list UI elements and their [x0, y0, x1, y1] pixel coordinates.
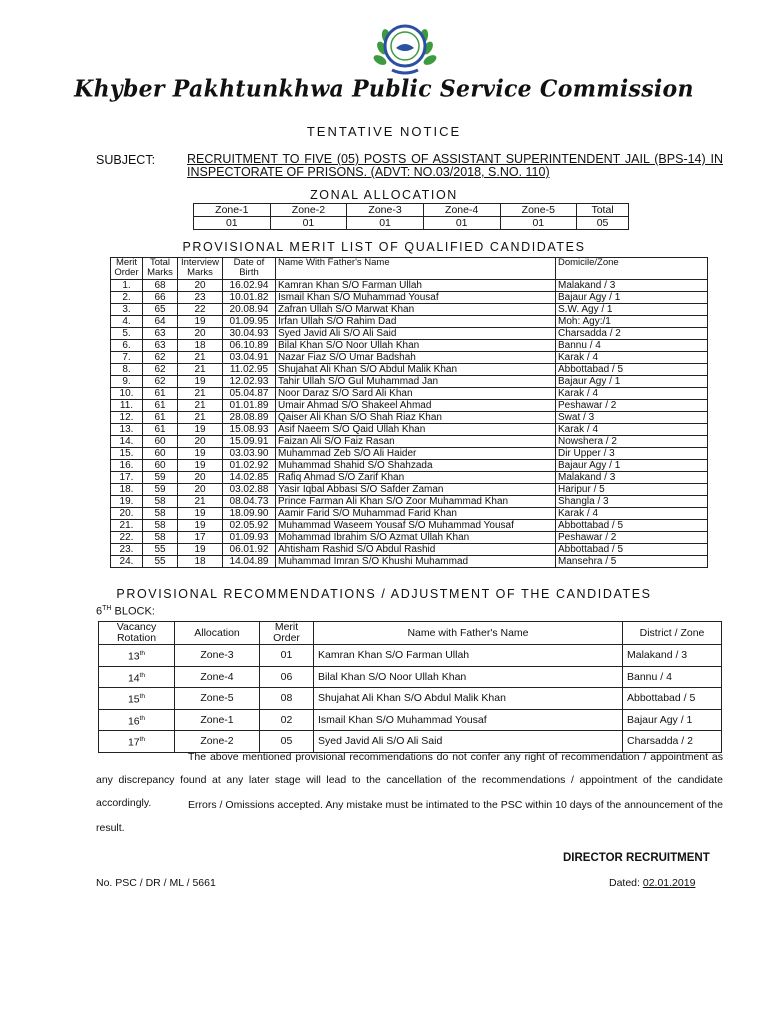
- zonal-value-cell: 01: [500, 217, 577, 230]
- merit-cell: 17.: [111, 472, 143, 484]
- merit-cell: 5.: [111, 328, 143, 340]
- merit-cell: 20: [178, 280, 223, 292]
- rec-name-cell: Syed Javid Ali S/O Ali Said: [314, 731, 623, 753]
- merit-cell: 59: [143, 484, 178, 496]
- block-suffix: TH: [102, 605, 112, 612]
- rotation-suffix: th: [139, 650, 146, 657]
- merit-cell: 20: [178, 472, 223, 484]
- recommendations-table: [98, 621, 722, 753]
- merit-cell: 19: [178, 544, 223, 556]
- rec-row: [99, 645, 722, 667]
- merit-row: [111, 376, 708, 388]
- merit-cell: 62: [143, 376, 178, 388]
- merit-cell: 15.: [111, 448, 143, 460]
- merit-header-cell: Merit Order: [111, 258, 143, 280]
- vacancy-rotation-cell: [99, 688, 175, 710]
- merit-cell: Shangla / 3: [556, 496, 708, 508]
- psc-logo: [372, 18, 438, 78]
- rotation-suffix: th: [139, 714, 146, 722]
- rec-header-cell: Allocation: [175, 622, 260, 645]
- merit-header-cell: Date of Birth: [223, 258, 276, 280]
- merit-cell: 55: [143, 544, 178, 556]
- merit-cell: 02.05.92: [223, 520, 276, 532]
- merit-cell: Bilal Khan S/O Noor Ullah Khan: [276, 340, 556, 352]
- merit-cell: 66: [143, 292, 178, 304]
- rec-header-cell: Vacancy Rotation: [99, 622, 175, 645]
- merit-row: [111, 520, 708, 532]
- merit-list-table: [110, 257, 708, 568]
- rec-merit-cell: 05: [260, 731, 314, 753]
- rec-allocation-cell: Zone-3: [175, 645, 260, 667]
- merit-cell: Faizan Ali S/O Faiz Rasan: [276, 436, 556, 448]
- errors-paragraph: Errors / Omissions accepted. Any mistake must be intimated to the PSC within 10 days of the announcement of the result.: [96, 799, 723, 834]
- rec-allocation-cell: Zone-1: [175, 709, 260, 731]
- merit-list-title: PROVISIONAL MERIT LIST OF QUALIFIED CANDIDATES: [182, 240, 586, 254]
- rec-allocation-cell: Zone-5: [175, 688, 260, 710]
- zonal-allocation-table: [193, 203, 629, 230]
- merit-cell: 11.02.95: [223, 364, 276, 376]
- merit-cell: 19: [178, 508, 223, 520]
- rec-merit-cell: 06: [260, 666, 314, 688]
- merit-cell: 63: [143, 328, 178, 340]
- rec-header-row: [99, 622, 722, 645]
- merit-cell: 18.: [111, 484, 143, 496]
- merit-cell: Karak / 4: [556, 352, 708, 364]
- merit-cell: 10.01.82: [223, 292, 276, 304]
- merit-cell: 14.04.89: [223, 556, 276, 568]
- merit-row: [111, 496, 708, 508]
- merit-cell: Syed Javid Ali S/O Ali Said: [276, 328, 556, 340]
- merit-cell: Malakand / 3: [556, 280, 708, 292]
- merit-cell: 18: [178, 340, 223, 352]
- merit-cell: Kamran Khan S/O Farman Ullah: [276, 280, 556, 292]
- merit-cell: 61: [143, 424, 178, 436]
- merit-cell: 21: [178, 352, 223, 364]
- zonal-value-cell: 01: [270, 217, 347, 230]
- rotation-number: 13: [127, 650, 140, 663]
- merit-cell: 1.: [111, 280, 143, 292]
- merit-cell: 61: [143, 388, 178, 400]
- merit-cell: Noor Daraz S/O Sard Ali Khan: [276, 388, 556, 400]
- rotation-suffix: th: [139, 671, 146, 679]
- merit-cell: Asif Naeem S/O Qaid Ullah Khan: [276, 424, 556, 436]
- merit-cell: 20: [178, 328, 223, 340]
- merit-cell: 58: [143, 532, 178, 544]
- merit-cell: 63: [143, 340, 178, 352]
- director-signature: DIRECTOR RECRUITMENT: [563, 852, 710, 864]
- zonal-header-cell: Zone-2: [270, 204, 347, 217]
- rotation-number: 17: [127, 736, 140, 749]
- rec-header-cell: Merit Order: [260, 622, 314, 645]
- rec-district-cell: Malakand / 3: [623, 645, 722, 667]
- merit-row: [111, 460, 708, 472]
- merit-cell: Dir Upper / 3: [556, 448, 708, 460]
- merit-cell: 58: [143, 508, 178, 520]
- date-line: [609, 877, 695, 889]
- merit-row: [111, 280, 708, 292]
- merit-cell: 6.: [111, 340, 143, 352]
- rec-district-cell: Bannu / 4: [623, 666, 722, 688]
- merit-cell: Charsadda / 2: [556, 328, 708, 340]
- rec-merit-cell: 02: [260, 709, 314, 731]
- merit-cell: Muhammad Imran S/O Khushi Muhammad: [276, 556, 556, 568]
- merit-cell: 23: [178, 292, 223, 304]
- merit-cell: 55: [143, 556, 178, 568]
- merit-cell: 24.: [111, 556, 143, 568]
- rec-district-cell: Abbottabad / 5: [623, 688, 722, 710]
- rec-header-cell: District / Zone: [623, 622, 722, 645]
- merit-cell: 21: [178, 388, 223, 400]
- merit-cell: 21: [178, 496, 223, 508]
- rec-allocation-cell: Zone-2: [175, 731, 260, 753]
- merit-row: [111, 448, 708, 460]
- merit-cell: 16.02.94: [223, 280, 276, 292]
- merit-cell: 22: [178, 304, 223, 316]
- rotation-suffix: th: [139, 736, 146, 743]
- merit-row: [111, 532, 708, 544]
- merit-cell: Bajaur Agy / 1: [556, 460, 708, 472]
- merit-cell: S.W. Agy / 1: [556, 304, 708, 316]
- subject-label: SUBJECT:: [96, 153, 156, 167]
- merit-cell: 08.04.73: [223, 496, 276, 508]
- merit-cell: Haripur / 5: [556, 484, 708, 496]
- merit-cell: Peshawar / 2: [556, 532, 708, 544]
- merit-cell: 62: [143, 364, 178, 376]
- merit-cell: 2.: [111, 292, 143, 304]
- merit-cell: 15.08.93: [223, 424, 276, 436]
- zonal-header-cell: Zone-3: [347, 204, 424, 217]
- merit-cell: 68: [143, 280, 178, 292]
- reference-number: No. PSC / DR / ML / 5661: [96, 877, 216, 889]
- merit-cell: Moh: Agy:/1: [556, 316, 708, 328]
- merit-row: [111, 544, 708, 556]
- rotation-suffix: th: [139, 693, 146, 700]
- merit-cell: 3.: [111, 304, 143, 316]
- merit-row: [111, 400, 708, 412]
- merit-row: [111, 364, 708, 376]
- merit-cell: 19: [178, 376, 223, 388]
- merit-row: [111, 556, 708, 568]
- merit-row: [111, 340, 708, 352]
- merit-row: [111, 436, 708, 448]
- merit-cell: 23.: [111, 544, 143, 556]
- merit-cell: 21: [178, 412, 223, 424]
- vacancy-rotation-cell: [99, 666, 175, 688]
- rec-name-cell: Shujahat Ali Khan S/O Abdul Malik Khan: [314, 688, 623, 710]
- merit-header-cell: Interview Marks: [178, 258, 223, 280]
- merit-cell: Ismail Khan S/O Muhammad Yousaf: [276, 292, 556, 304]
- merit-row: [111, 412, 708, 424]
- rotation-number: 15: [127, 693, 140, 706]
- merit-cell: 20: [178, 484, 223, 496]
- merit-cell: Bajaur Agy / 1: [556, 376, 708, 388]
- merit-cell: Tahir Ullah S/O Gul Muhammad Jan: [276, 376, 556, 388]
- merit-cell: 60: [143, 460, 178, 472]
- merit-cell: Ahtisham Rashid S/O Abdul Rashid: [276, 544, 556, 556]
- merit-cell: 14.: [111, 436, 143, 448]
- merit-cell: Bajaur Agy / 1: [556, 292, 708, 304]
- merit-cell: 65: [143, 304, 178, 316]
- merit-cell: 20.08.94: [223, 304, 276, 316]
- merit-cell: Malakand / 3: [556, 472, 708, 484]
- merit-cell: 06.01.92: [223, 544, 276, 556]
- block-number: 6: [96, 605, 103, 618]
- merit-row: [111, 424, 708, 436]
- merit-cell: 20.: [111, 508, 143, 520]
- merit-row: [111, 508, 708, 520]
- zonal-value-cell: 05: [577, 217, 629, 230]
- rec-merit-cell: 01: [260, 645, 314, 667]
- merit-cell: Karak / 4: [556, 424, 708, 436]
- disclaimer-paragraph: The above mentioned provisional recommendations do not confer any right of recommendation / appointment as any discrepancy found at any later stage will lead to the cancellation of the recommendations / appointment of the candidate accordingly.: [96, 751, 723, 809]
- merit-cell: 7.: [111, 352, 143, 364]
- merit-cell: Nowshera / 2: [556, 436, 708, 448]
- merit-cell: Yasir Iqbal Abbasi S/O Safder Zaman: [276, 484, 556, 496]
- merit-cell: 16.: [111, 460, 143, 472]
- merit-cell: 05.04.87: [223, 388, 276, 400]
- merit-row: [111, 316, 708, 328]
- merit-cell: Bannu / 4: [556, 340, 708, 352]
- merit-cell: Rafiq Ahmad S/O Zarif Khan: [276, 472, 556, 484]
- merit-cell: Shujahat Ali Khan S/O Abdul Malik Khan: [276, 364, 556, 376]
- merit-cell: 28.08.89: [223, 412, 276, 424]
- rec-name-cell: Bilal Khan S/O Noor Ullah Khan: [314, 666, 623, 688]
- merit-cell: 64: [143, 316, 178, 328]
- merit-cell: Karak / 4: [556, 388, 708, 400]
- rec-row: [99, 666, 722, 688]
- merit-row: [111, 352, 708, 364]
- merit-cell: 58: [143, 520, 178, 532]
- merit-cell: 60: [143, 448, 178, 460]
- merit-cell: 19: [178, 424, 223, 436]
- zonal-value-cell: 01: [194, 217, 271, 230]
- vacancy-rotation-cell: [99, 709, 175, 731]
- merit-cell: Abbottabad / 5: [556, 364, 708, 376]
- merit-cell: Peshawar / 2: [556, 400, 708, 412]
- merit-cell: Muhammad Waseem Yousaf S/O Muhammad Yousaf: [276, 520, 556, 532]
- zonal-allocation-title: ZONAL ALLOCATION: [310, 188, 458, 202]
- merit-cell: 03.02.88: [223, 484, 276, 496]
- merit-cell: 17: [178, 532, 223, 544]
- merit-cell: Mansehra / 5: [556, 556, 708, 568]
- merit-cell: 19: [178, 520, 223, 532]
- merit-row: [111, 472, 708, 484]
- merit-cell: 21: [178, 364, 223, 376]
- merit-cell: Muhammad Zeb S/O Ali Haider: [276, 448, 556, 460]
- zonal-value-row: [194, 217, 629, 230]
- merit-cell: Abbottabad / 5: [556, 520, 708, 532]
- merit-header-cell: Name With Father's Name: [276, 258, 556, 280]
- zonal-header-row: [194, 204, 629, 217]
- zonal-header-cell: Total: [577, 204, 629, 217]
- merit-cell: 03.03.90: [223, 448, 276, 460]
- block-label: [96, 605, 155, 618]
- merit-cell: Nazar Fiaz S/O Umar Badshah: [276, 352, 556, 364]
- merit-cell: 9.: [111, 376, 143, 388]
- zonal-header-cell: Zone-5: [500, 204, 577, 217]
- merit-row: [111, 328, 708, 340]
- merit-cell: 01.09.93: [223, 532, 276, 544]
- rec-row: [99, 688, 722, 710]
- merit-cell: 10.: [111, 388, 143, 400]
- merit-cell: Umair Ahmad S/O Shakeel Ahmad: [276, 400, 556, 412]
- rec-merit-cell: 08: [260, 688, 314, 710]
- merit-cell: Zafran Ullah S/O Marwat Khan: [276, 304, 556, 316]
- merit-cell: 13.: [111, 424, 143, 436]
- rec-header-cell: Name with Father's Name: [314, 622, 623, 645]
- merit-cell: 61: [143, 400, 178, 412]
- merit-cell: Muhammad Shahid S/O Shahzada: [276, 460, 556, 472]
- merit-cell: 4.: [111, 316, 143, 328]
- merit-list-body: [111, 280, 708, 568]
- merit-cell: 11.: [111, 400, 143, 412]
- merit-cell: 21.: [111, 520, 143, 532]
- merit-cell: 19: [178, 316, 223, 328]
- merit-cell: 01.01.89: [223, 400, 276, 412]
- merit-cell: 8.: [111, 364, 143, 376]
- zonal-value-cell: 01: [347, 217, 424, 230]
- recommendations-title: PROVISIONAL RECOMMENDATIONS / ADJUSTMENT OF THE CANDIDATES: [116, 587, 652, 601]
- rec-district-cell: Charsadda / 2: [623, 731, 722, 753]
- merit-row: [111, 292, 708, 304]
- merit-cell: 58: [143, 496, 178, 508]
- zonal-header-cell: Zone-1: [194, 204, 271, 217]
- merit-cell: Karak / 4: [556, 508, 708, 520]
- block-label-text: BLOCK:: [111, 605, 155, 618]
- merit-cell: 01.02.92: [223, 460, 276, 472]
- merit-cell: Aamir Farid S/O Muhammad Farid Khan: [276, 508, 556, 520]
- merit-cell: Abbottabad / 5: [556, 544, 708, 556]
- merit-row: [111, 304, 708, 316]
- merit-cell: 03.04.91: [223, 352, 276, 364]
- rec-row: [99, 709, 722, 731]
- merit-cell: 62: [143, 352, 178, 364]
- merit-cell: 18.09.90: [223, 508, 276, 520]
- zonal-value-cell: 01: [423, 217, 500, 230]
- merit-cell: 12.: [111, 412, 143, 424]
- merit-cell: 61: [143, 412, 178, 424]
- merit-cell: 59: [143, 472, 178, 484]
- rec-name-cell: Ismail Khan S/O Muhammad Yousaf: [314, 709, 623, 731]
- merit-cell: 19.: [111, 496, 143, 508]
- date-value: 02.01.2019: [642, 877, 696, 889]
- notice-title: TENTATIVE NOTICE: [306, 124, 462, 139]
- zonal-header-cell: Zone-4: [423, 204, 500, 217]
- merit-cell: 18: [178, 556, 223, 568]
- subject-text: RECRUITMENT TO FIVE (05) POSTS OF ASSISTANT SUPERINTENDENT JAIL (BPS-14) IN INSPECTORATE OF PRISONS. (ADVT: NO.03/2018, S.NO. 110): [187, 152, 723, 179]
- rec-name-cell: Kamran Khan S/O Farman Ullah: [314, 645, 623, 667]
- merit-cell: 20: [178, 436, 223, 448]
- merit-cell: Qaiser Ali Khan S/O Shah Riaz Khan: [276, 412, 556, 424]
- merit-cell: 15.09.91: [223, 436, 276, 448]
- merit-header-cell: Domicile/Zone: [556, 258, 708, 280]
- merit-cell: Mohammad Ibrahim S/O Azmat Ullah Khan: [276, 532, 556, 544]
- merit-cell: Swat / 3: [556, 412, 708, 424]
- merit-cell: 30.04.93: [223, 328, 276, 340]
- merit-cell: 21: [178, 400, 223, 412]
- merit-cell: Irfan Ullah S/O Rahim Dad: [276, 316, 556, 328]
- recommendations-body: [99, 645, 722, 753]
- merit-header-cell: Total Marks: [143, 258, 178, 280]
- rotation-number: 14: [127, 672, 140, 684]
- merit-cell: 12.02.93: [223, 376, 276, 388]
- rotation-number: 16: [127, 715, 140, 727]
- merit-row: [111, 388, 708, 400]
- merit-cell: 60: [143, 436, 178, 448]
- vacancy-rotation-cell: [99, 645, 175, 667]
- merit-cell: 19: [178, 460, 223, 472]
- rec-district-cell: Bajaur Agy / 1: [623, 709, 722, 731]
- merit-cell: 14.02.85: [223, 472, 276, 484]
- merit-header-row: [111, 258, 708, 280]
- merit-cell: 06.10.89: [223, 340, 276, 352]
- merit-cell: 01.09.95: [223, 316, 276, 328]
- organization-title: Khyber Pakhtunkhwa Public Service Commission: [74, 74, 694, 104]
- merit-cell: Prince Farman Ali Khan S/O Zoor Muhammad Khan: [276, 496, 556, 508]
- merit-cell: 22.: [111, 532, 143, 544]
- merit-row: [111, 484, 708, 496]
- date-label: Dated:: [609, 877, 643, 889]
- merit-cell: 19: [178, 448, 223, 460]
- rec-allocation-cell: Zone-4: [175, 666, 260, 688]
